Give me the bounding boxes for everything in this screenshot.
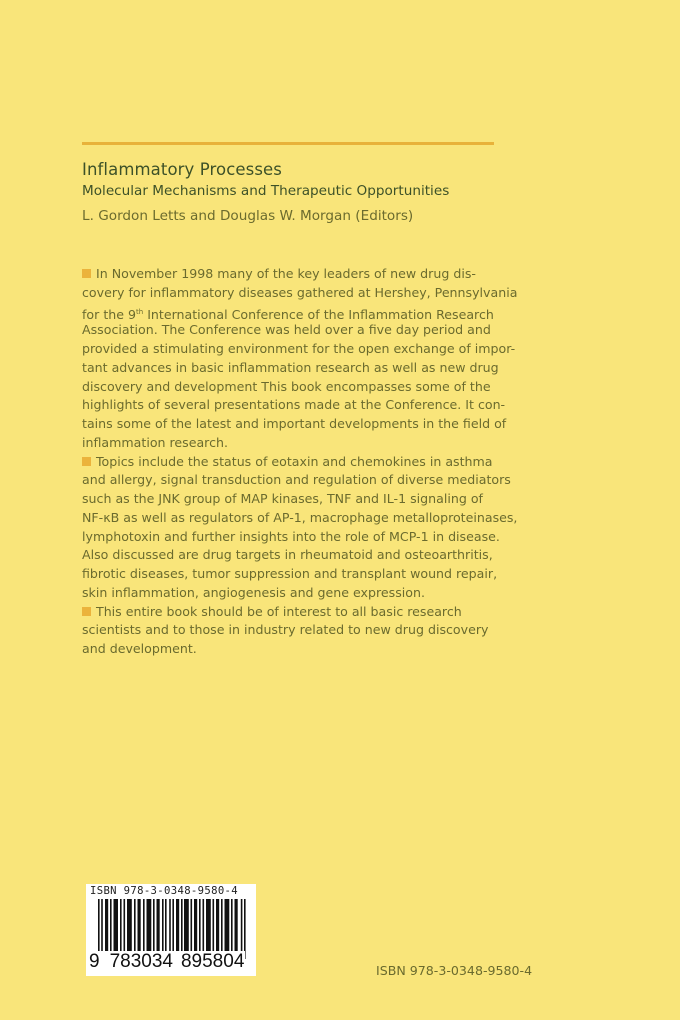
blurb-line: Topics include the status of eotaxin and chemokines in asthma [82, 453, 542, 472]
isbn-text: ISBN 978-3-0348-9580-4 [376, 963, 533, 978]
blurb-line: highlights of several presentations made at the Conference. It con- [82, 397, 506, 413]
ordinal-superscript: th [136, 307, 144, 316]
blurb [82, 265, 542, 659]
blurb-line: provided a stimulating environment for the open exchange of impor- [82, 341, 516, 356]
blurb-line: and development. [82, 641, 197, 656]
barcode-digits: 9 783034 895804 [89, 951, 245, 972]
blurb-line: Association. The Conference was held over a five day period and [82, 322, 491, 338]
blurb-line: Also discussed are drug targets in rheumatoid and osteoarthritis, [82, 547, 493, 563]
blurb-line: such as the JNK group of MAP kinases, TNF and IL-1 signaling of [82, 491, 483, 506]
blurb-line: In November 1998 many of the key leaders of new drug dis- [82, 265, 542, 284]
blurb-line: discovery and development This book encompasses some of the [82, 378, 491, 394]
accent-rule [82, 142, 494, 145]
book-editors: L. Gordon Letts and Douglas W. Morgan (Editors) [82, 208, 414, 224]
blurb-line: fibrotic diseases, tumor suppression and transplant wound repair, [82, 566, 498, 581]
blurb-line: NF-κB as well as regulators of AP-1, macrophage metalloproteinases, [82, 509, 518, 525]
blurb-line: for the 9th International Conference of the Inflammation Research [82, 306, 494, 322]
blurb-line: tains some of the latest and important developments in the field of [82, 416, 507, 431]
square-bullet-icon [82, 607, 91, 616]
blurb-line: scientists and to those in industry related to new drug discovery [82, 622, 489, 638]
book-title: Inflammatory Processes [82, 160, 282, 179]
barcode-isbn-label: ISBN 978-3-0348-9580-4 [90, 885, 239, 897]
blurb-line: inflammation research. [82, 434, 228, 450]
blurb-line: covery for inflammatory diseases gathered at Hershey, Pennsylvania [82, 284, 518, 300]
blurb-line: This entire book should be of interest to all basic research [82, 603, 542, 622]
square-bullet-icon [82, 457, 91, 466]
barcode-bars-icon [98, 899, 246, 959]
blurb-line: tant advances in basic inflammation research as well as new drug [82, 359, 499, 375]
blurb-line: skin inflammation, angiogenesis and gene expression. [82, 584, 425, 600]
blurb-line: and allergy, signal transduction and regulation of diverse mediators [82, 472, 511, 488]
square-bullet-icon [82, 269, 91, 278]
blurb-line: lymphotoxin and further insights into the role of MCP-1 in disease. [82, 528, 500, 544]
book-subtitle: Molecular Mechanisms and Therapeutic Opportunities [82, 183, 450, 199]
isbn-barcode [86, 884, 256, 976]
